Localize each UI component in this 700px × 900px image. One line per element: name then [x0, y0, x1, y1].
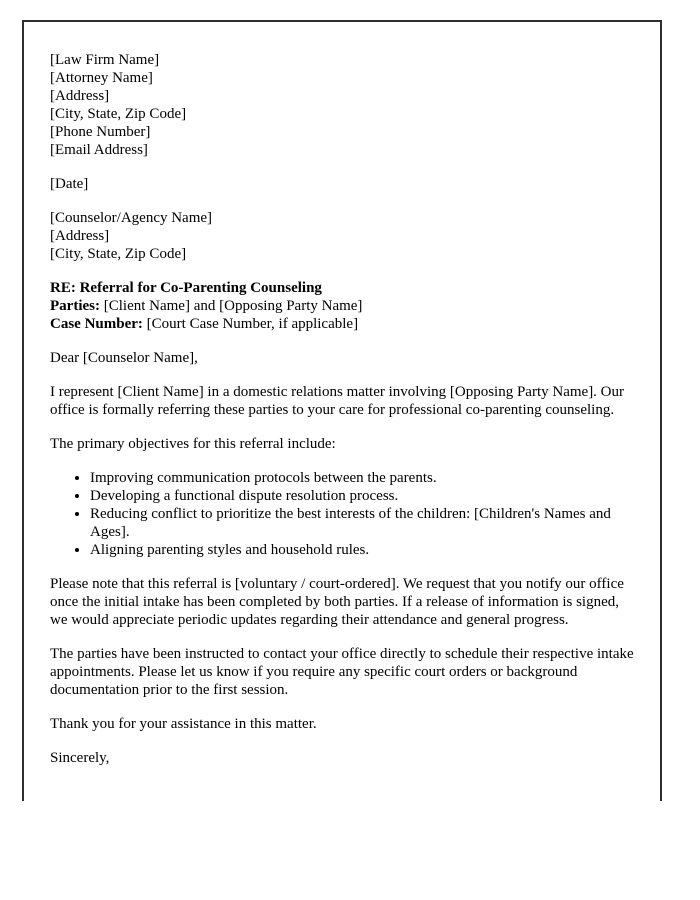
- objectives-lead: The primary objectives for this referral include:: [50, 436, 336, 452]
- objectives-list: [50, 469, 634, 559]
- note-paragraph: Please note that this referral is [voluntary / court-ordered]. We request that you notify our office once the initial intake has been completed by both parties. If a release of information is signed, we would appreciate periodic updates regarding their attendance and general progress.: [50, 576, 624, 628]
- objective-item: • Improving communication protocols between the parents.: [90, 469, 634, 487]
- sender-law-firm: [Law Firm Name]: [50, 52, 160, 68]
- letter-document: [22, 20, 662, 801]
- parties-value: [Client Name] and [Opposing Party Name]: [99, 298, 363, 314]
- salutation: Dear [Counselor Name],: [50, 350, 198, 366]
- case-number-label: Case Number:: [50, 316, 143, 332]
- recipient-address-block: [50, 209, 634, 263]
- sender-address-block: [50, 51, 634, 159]
- recipient-address: [Address]: [50, 228, 110, 244]
- objective-item: • Aligning parenting styles and household rules.: [90, 541, 634, 559]
- parties-line: [50, 297, 634, 315]
- contact-paragraph: The parties have been instructed to contact your office directly to schedule their respective intake appointments. Please let us know if you require any specific court orders or background documentation prior to the first session.: [50, 646, 634, 698]
- sender-city-state-zip: [City, State, Zip Code]: [50, 106, 187, 122]
- parties-label: Parties:: [50, 298, 100, 314]
- objective-item: • Developing a functional dispute resolution process.: [90, 487, 634, 505]
- sender-attorney: [Attorney Name]: [50, 70, 153, 86]
- case-number-line: [50, 315, 634, 333]
- closing-line: Sincerely,: [50, 750, 110, 766]
- objective-item: • Reducing conflict to prioritize the best interests of the children: [Children's Names and Ages].: [90, 505, 634, 541]
- sender-email: [Email Address]: [50, 142, 148, 158]
- sender-address: [Address]: [50, 88, 110, 104]
- recipient-name: [Counselor/Agency Name]: [50, 210, 213, 226]
- date-line: [Date]: [50, 176, 89, 192]
- subject-block: [50, 279, 634, 333]
- case-number-value: [Court Case Number, if applicable]: [142, 316, 359, 332]
- sender-phone: [Phone Number]: [50, 124, 151, 140]
- intro-paragraph: I represent [Client Name] in a domestic relations matter involving [Opposing Party Name]. Our office is formally referring these parties to your care for professional co-parenting counseling.: [50, 384, 625, 418]
- re-line: RE: Referral for Co-Parenting Counseling: [50, 280, 322, 296]
- thanks-line: Thank you for your assistance in this matter.: [50, 716, 317, 732]
- recipient-city-state-zip: [City, State, Zip Code]: [50, 246, 187, 262]
